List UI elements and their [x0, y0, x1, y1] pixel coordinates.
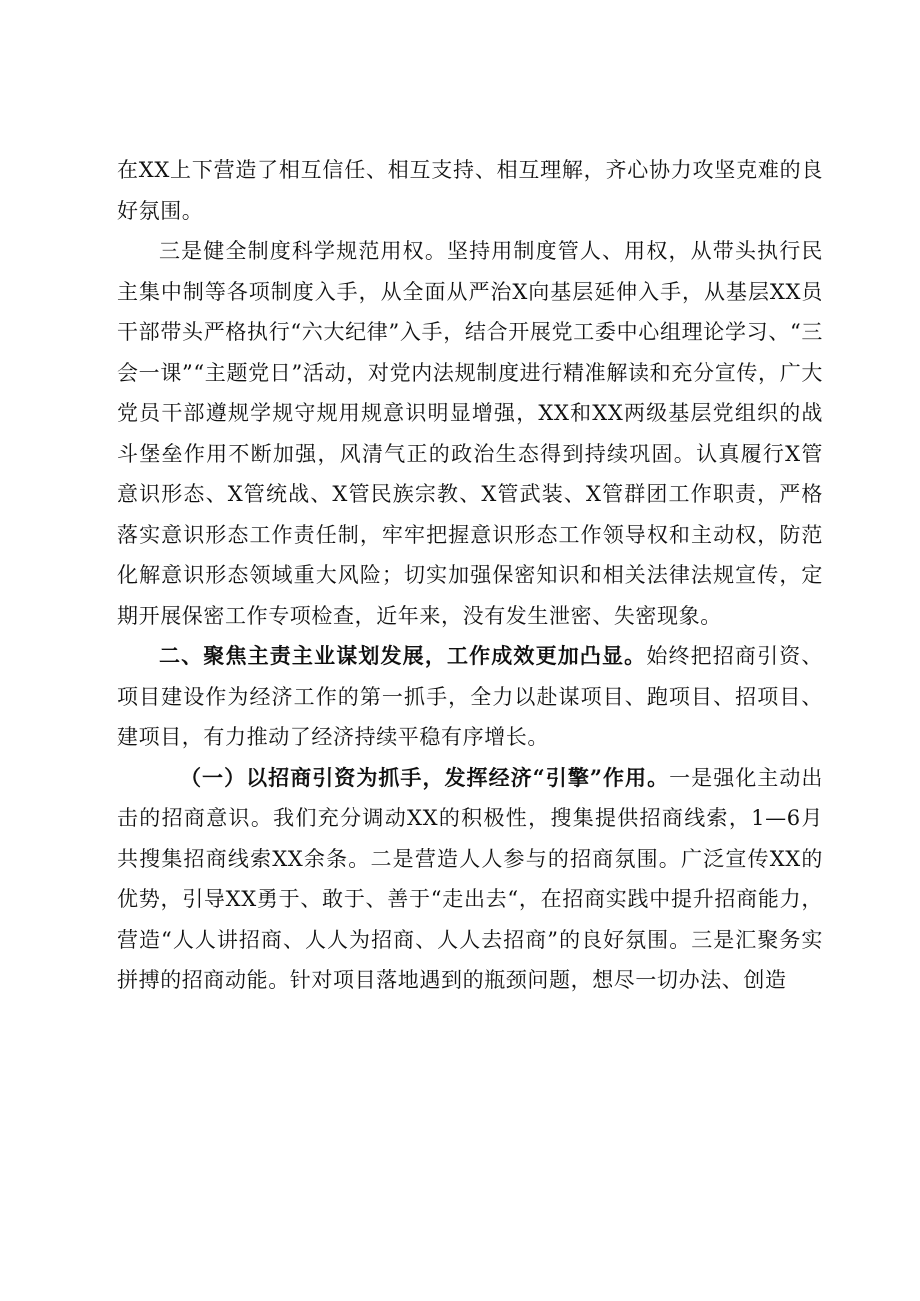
paragraph-subsection-one: [117, 758, 823, 1001]
paragraph-text: 三是健全制度科学规范用权。坚持用制度管人、用权，从带头执行民主集中制等各项制度入手，从全面从严治X向基层延伸入手，从基层XX员干部带头严格执行“六大纪律”入手，结合开展党工委中心组理论学习、“三会一课”“主题党日”活动，对党内法规制度进行精准解读和充分宣传，广大党员干部遵规学规守规用规意识明显增强，XX和XX两级基层党组织的战斗堡垒作用不断加强，风清气正的政治生态得到持续巩固。认真履行X管意识形态、X管统战、X管民族宗教、X管武装、X管群团工作职责，严格落实意识形态工作责任制，牢牢把握意识形态工作领导权和主动权，防范化解意识形态领域重大风险；切实加强保密知识和相关法律法规宣传，定期开展保密工作专项检查，近年来，没有发生泄密、失密现象。: [117, 239, 823, 628]
section-heading: 二、聚焦主责主业谋划发展，工作成效更加凸显。: [159, 643, 647, 668]
paragraph-text: 始终把招商引资、项目建设作为经济工作的第一抓手，全力以赴谋项目、跑项目、招项目、建项目，有力推动了经济持续平稳有序增长。: [117, 644, 823, 749]
subsection-heading: （一）以招商引资为抓手，发挥经济“引擎”作用。: [180, 764, 670, 790]
paragraph-continuation: [117, 150, 823, 231]
paragraph-text: 在XX上下营造了相互信任、相互支持、相互理解，齐心协力攻坚克难的良好氛围。: [117, 158, 823, 223]
paragraph-section-two: [117, 636, 823, 758]
paragraph-system-building: [117, 231, 823, 636]
paragraph-text: 一是强化主动出击的招商意识。我们充分调动XX的积极性，搜集提供招商线索，1—6月共搜集招商线索XX余条。二是营造人人参与的招商氛围。广泛宣传XX的优势，引导XX勇于、敢于、善于“走出去“，在招商实践中提升招商能力，营造“人人讲招商、人人为招商、人人去招商”的良好氛围。三是汇聚务实拼搏的招商动能。针对项目落地遇到的瓶颈问题，想尽一切办法、创造: [117, 765, 823, 992]
document-page: [117, 150, 823, 1001]
